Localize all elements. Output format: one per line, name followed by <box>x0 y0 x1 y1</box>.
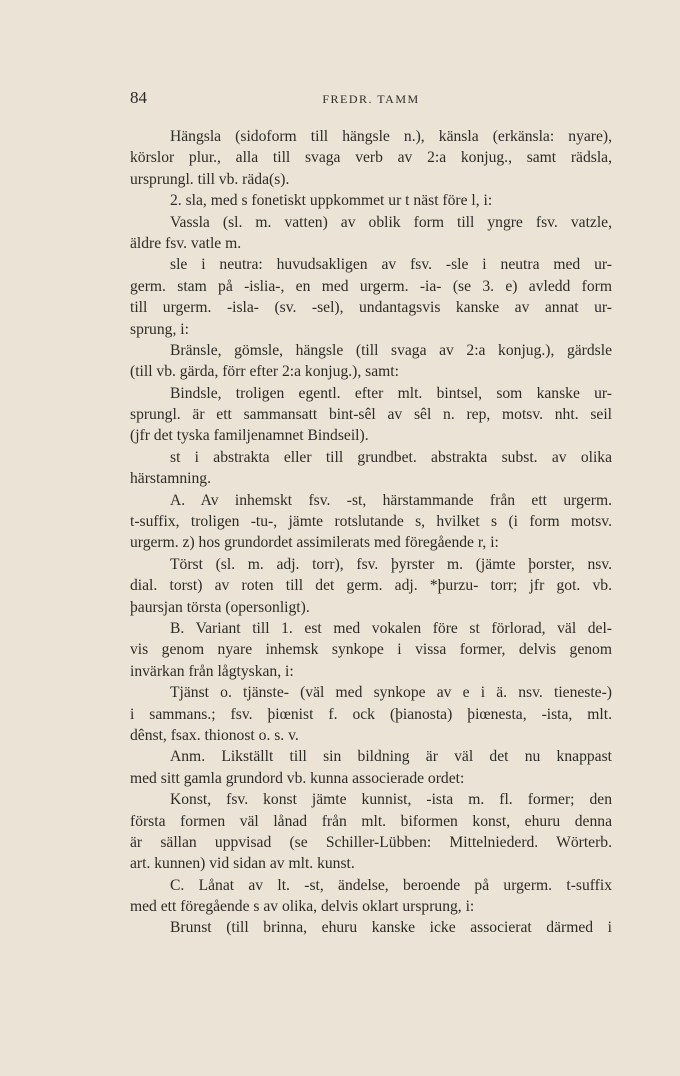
text-line: sprungl. är ett sammansatt bint-sêl av sêl n. rep, motsv. nht. seil <box>130 406 612 424</box>
text-line: Bränsle, gömsle, hängsle (till svaga av 2:a konjug.), gärdsle <box>170 341 612 359</box>
text-line: sle i neutra: huvudsakligen av fsv. -sle i neutra med ur- <box>170 256 612 274</box>
text-line: med sitt gamla grundord vb. kunna associerade ordet: <box>130 769 465 787</box>
text-line: Hängsla (sidoform till hängsle n.), känsla (erkänsla: nyare), <box>170 128 612 145</box>
text-line: ursprungl. till vb. räda(s). <box>130 170 290 188</box>
text-line: (till vb. gärda, förr efter 2:a konjug.), samt: <box>130 363 399 381</box>
page-header <box>130 88 612 112</box>
text-line: sprung, i: <box>130 320 189 338</box>
text-line: Törst (sl. m. adj. torr), fsv. þyrster m. (jämte þorster, nsv. <box>170 555 612 573</box>
text-line: härstamning. <box>130 470 211 488</box>
running-head: FREDR. TAMM <box>322 92 420 106</box>
text-line: i sammans.; fsv. þiœnist f. ock (þianosta) þiœnesta, -ista, mlt. <box>130 705 612 723</box>
text-line: är sällan uppvisad (se Schiller-Lübben: Mittelniederd. Wörterb. <box>130 833 612 851</box>
text-line: A. Av inhemskt fsv. -st, härstammande från ett urgerm. <box>170 491 612 509</box>
text-line: Anm. Likställt till sin bildning är väl det nu knappast <box>170 748 612 766</box>
text-line: st i abstrakta eller till grundbet. abstrakta subst. av olika <box>170 448 612 466</box>
body-text <box>130 126 612 939</box>
text-line: Bindsle, troligen egentl. efter mlt. bintsel, som kanske ur- <box>170 384 612 402</box>
text-line: art. kunnen) vid sidan av mlt. kunst. <box>130 855 355 873</box>
text-line: Brunst (till brinna, ehuru kanske icke associerat därmed i <box>170 919 612 937</box>
text-line: þaursjan törsta (opersonligt). <box>130 598 310 616</box>
text-line: invärkan från lågtyskan, i: <box>130 662 294 680</box>
text-line: C. Lånat av lt. -st, ändelse, beroende på urgerm. t-suffix <box>170 876 612 894</box>
text-line: Vassla (sl. m. vatten) av oblik form till yngre fsv. vatzle, <box>170 213 612 231</box>
text-line: vis genom nyare inhemsk synkope i vissa former, delvis genom <box>130 641 612 659</box>
page-number: 84 <box>130 88 147 107</box>
text-line: urgerm. z) hos grundordet assimilerats med föregående r, i: <box>130 534 499 552</box>
text-line: germ. stam på -islia-, en med urgerm. -ia- (se 3. e) avledd form <box>130 277 612 295</box>
text-line: med ett föregående s av olika, delvis oklart ursprung, i: <box>130 898 475 916</box>
text-line: Konst, fsv. konst jämte kunnist, -ista m. fl. former; den <box>170 791 612 809</box>
text-line: Tjänst o. tjänste- (väl med synkope av e i ä. nsv. tieneste-) <box>170 684 612 702</box>
text-line: t-suffix, troligen -tu-, jämte rotslutande s, hvilket s (i form motsv. <box>130 513 612 531</box>
text-line: till urgerm. -isla- (sv. -sel), undantagsvis kanske av annat ur- <box>130 299 612 317</box>
text-line: dial. torst) av roten till det germ. adj. *þurzu- torr; jfr got. vb. <box>130 577 612 595</box>
text-line: körslor plur., alla till svaga verb av 2:a konjug., samt rädsla, <box>130 149 612 167</box>
text-line: 2. sla, med s fonetiskt uppkommet ur t näst före l, i: <box>170 192 493 210</box>
text-line: (jfr det tyska familjenamnet Bindseil). <box>130 427 369 445</box>
text-line: B. Variant till 1. est med vokalen före st förlorad, väl del- <box>170 619 612 637</box>
text-line: äldre fsv. vatle m. <box>130 234 242 252</box>
text-line: dênst, fsax. thionost o. s. v. <box>130 726 299 744</box>
text-line: första formen väl lånad från mlt. biformen konst, ehuru denna <box>130 812 612 830</box>
